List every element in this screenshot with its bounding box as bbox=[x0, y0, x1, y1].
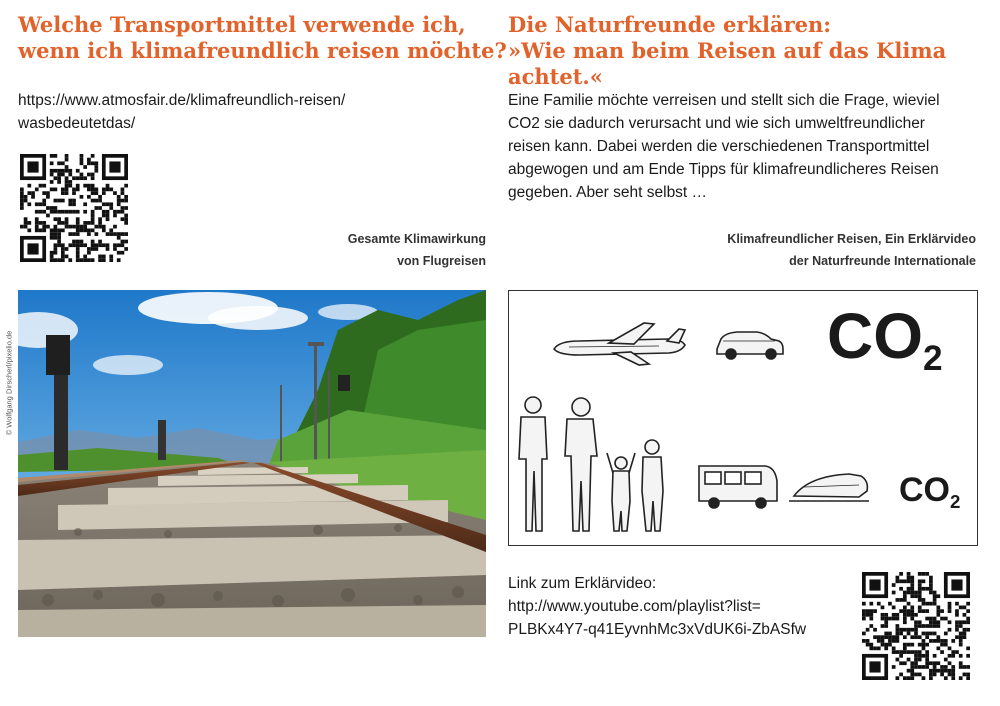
left-heading-line2: wenn ich klimafreundlich reisen möchte? bbox=[18, 38, 507, 63]
video-link-label: Link zum Erklärvideo: bbox=[508, 575, 657, 592]
co2-small-label: $CO_2$ bbox=[899, 471, 961, 512]
transport-illustration bbox=[508, 290, 978, 546]
description-line: Eine Familie möchte verreisen und stellt sich die Frage, wieviel bbox=[508, 92, 940, 109]
qr-code-video bbox=[862, 572, 970, 680]
railway-track-photo bbox=[18, 290, 486, 637]
family-icon bbox=[519, 397, 663, 531]
airplane-icon bbox=[554, 323, 685, 365]
description-line: reisen kann. Dabei werden die verschiedenen Transportmittel bbox=[508, 138, 930, 155]
video-description bbox=[508, 89, 980, 204]
atmosfair-link-line1[interactable]: https://www.atmosfair.de/klimafreundlich-reisen/ bbox=[18, 92, 346, 109]
qr-code-atmosfair bbox=[20, 154, 128, 262]
left-heading-line1: Welche Transportmittel verwende ich, bbox=[18, 12, 466, 37]
right-heading bbox=[508, 12, 1000, 90]
photo-credit: © Wolfgang Dirscherl/pixelio.de bbox=[4, 330, 14, 436]
car-icon bbox=[717, 332, 783, 359]
bus-icon bbox=[699, 466, 777, 508]
right-heading-line1: Die Naturfreunde erklären: bbox=[508, 12, 832, 37]
left-caption bbox=[348, 228, 486, 272]
video-link-url-line1[interactable]: http://www.youtube.com/playlist?list= bbox=[508, 598, 761, 615]
right-heading-line2: »Wie man beim Reisen auf das Klima achtet.« bbox=[508, 38, 947, 89]
video-link[interactable] bbox=[508, 572, 806, 641]
video-link-url-line2[interactable]: PLBKx4Y7-q41EyvnhMc3xVdUK6i-ZbASfw bbox=[508, 621, 807, 638]
left-caption-line1: Gesamte Klimawirkung bbox=[347, 232, 486, 246]
railway-track-image bbox=[18, 290, 486, 637]
train-icon bbox=[789, 474, 869, 501]
right-caption-line1: Klimafreundlicher Reisen, Ein Erklärvideo bbox=[727, 232, 976, 246]
co2-large-label: $CO_2$ bbox=[827, 300, 943, 379]
description-line: CO2 sie dadurch verursacht und wie sich umweltfreundlicher bbox=[508, 115, 925, 132]
right-caption bbox=[727, 228, 976, 272]
right-caption-line2: der Naturfreunde Internationale bbox=[789, 254, 976, 268]
description-line: gegeben. Aber seht selbst … bbox=[508, 184, 708, 201]
atmosfair-link[interactable] bbox=[18, 89, 345, 135]
left-heading bbox=[18, 12, 507, 64]
atmosfair-link-line2[interactable]: wasbedeutetdas/ bbox=[18, 115, 136, 132]
description-line: abgewogen und am Ende Tipps für klimafreundlicheres Reisen bbox=[508, 161, 939, 178]
left-caption-line2: von Flugreisen bbox=[397, 254, 486, 268]
